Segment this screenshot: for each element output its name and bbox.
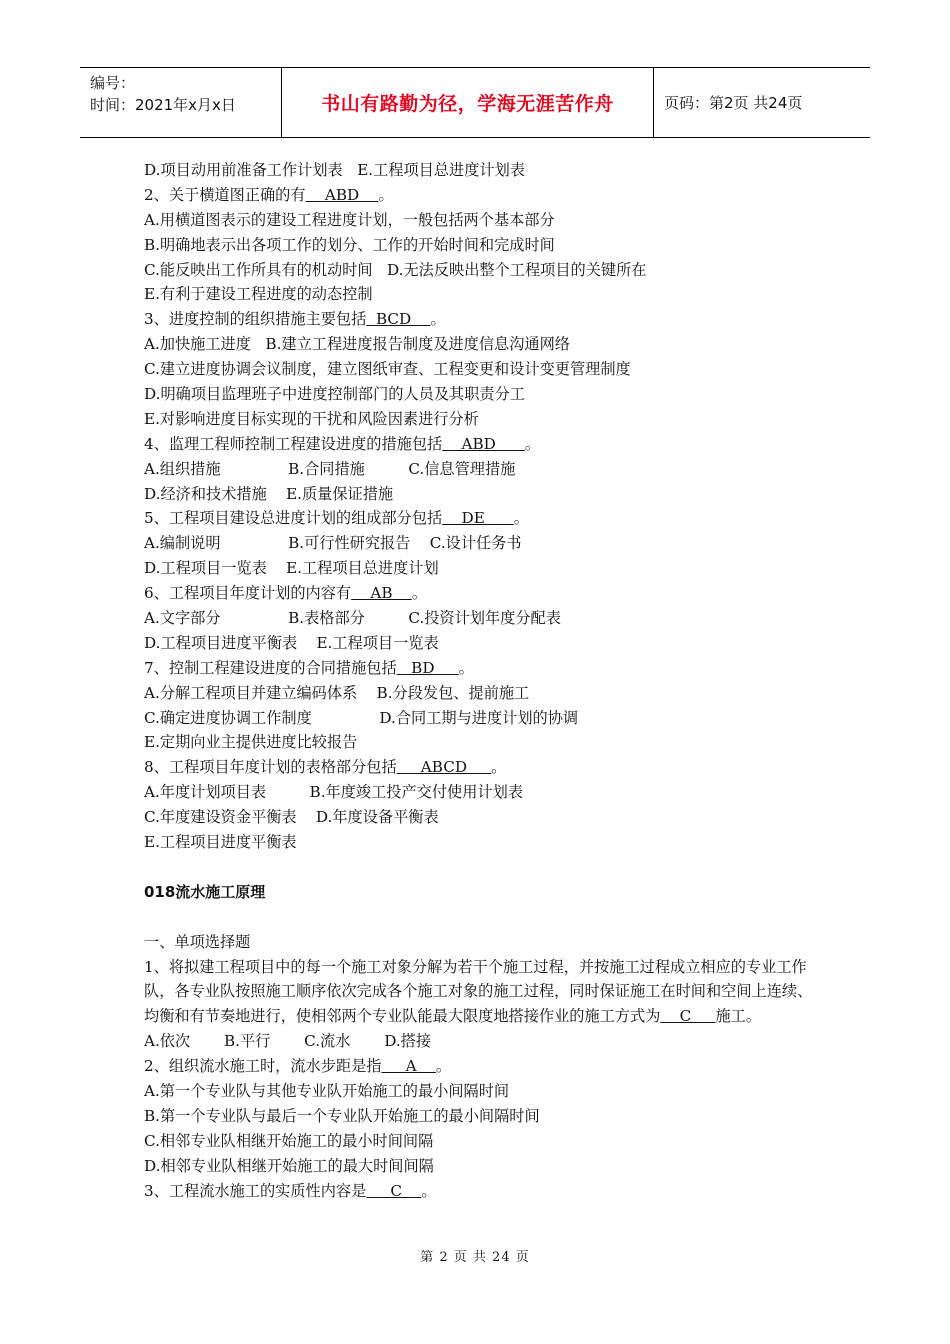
question-end: 。	[524, 434, 541, 453]
question-line	[144, 581, 824, 606]
question-line	[144, 755, 824, 780]
question-block-2	[144, 1029, 824, 1203]
question-end: 。	[421, 1181, 437, 1200]
answer-blank: DE	[442, 509, 514, 528]
page-header	[80, 67, 870, 138]
text-line: E.有利于建设工程进度的动态控制	[144, 285, 373, 304]
header-meta	[80, 68, 282, 137]
question-text-pre: 1、将拟建工程项目中的每一个施工对象分解为若干个施工过程，并按施工过程成立相应的专业工作队，各专业队按照施工顺序依次完成各个施工对象的施工过程，同时保证施工在时间和空间上连续、均衡和有节奏地进行，使相邻两个专业队能最大限度地搭接作业的施工方式为	[144, 957, 813, 1026]
time-label: 时间：2021年x月x日	[90, 96, 236, 114]
text-line: D.经济和技术措施 E.质量保证措施	[144, 484, 394, 503]
text-line: A.文字部分 B.表格部分 C.投资计划年度分配表	[144, 609, 561, 628]
question-text: 2、关于横道图正确的有	[144, 185, 306, 204]
question-text	[144, 955, 824, 1030]
text-line: C.年度建设资金平衡表 D.年度设备平衡表	[144, 808, 439, 827]
text-line: A.依次 B.平行 C.流水 D.搭接	[144, 1032, 432, 1051]
text-line: C.建立进度协调会议制度，建立图纸审查、工程变更和设计变更管理制度	[144, 360, 631, 379]
answer-blank: AB	[351, 584, 412, 603]
answer-blank: ABD	[305, 185, 379, 204]
page-footer: 第 2 页 共 24 页	[420, 1250, 530, 1265]
header-motto: 书山有路勤为径，学海无涯苦作舟	[282, 68, 654, 137]
question-text: 2、组织流水施工时，流水步距是指	[144, 1057, 382, 1076]
question-text: 6、工程项目年度计划的内容有	[144, 584, 352, 603]
section-subtitle: 一、单项选择题	[144, 932, 251, 951]
question-end: 。	[411, 584, 428, 603]
header-page-info: 页码：第2页 共24页	[664, 94, 803, 112]
text-line: C.能反映出工作所具有的机动时间 D.无法反映出整个工程项目的关键所在	[144, 260, 647, 279]
document-body	[144, 158, 824, 1203]
text-line: A.编制说明 B.可行性研究报告 C.设计任务书	[144, 534, 522, 553]
question-text: 8、工程项目年度计划的表格部分包括	[144, 758, 397, 777]
text-line: D.明确项目监理班子中进度控制部门的人员及其职责分工	[144, 385, 525, 404]
question-text: 3、进度控制的组织措施主要包括	[144, 310, 367, 329]
text-line: A.加快施工进度 B.建立工程进度报告制度及进度信息沟通网络	[144, 335, 570, 354]
text-line: D.工程项目进度平衡表 E.工程项目一览表	[144, 633, 439, 652]
question-end: 。	[513, 509, 529, 528]
number-label: 编号：	[90, 74, 136, 92]
question-text: 7、控制工程建设进度的合同措施包括	[144, 658, 397, 677]
text-line: A.第一个专业队与其他专业队开始施工的最小间隔时间	[144, 1082, 510, 1100]
question-line	[144, 1179, 824, 1204]
text-line: B.明确地表示出各项工作的划分、工作的开始时间和完成时间	[144, 235, 555, 254]
text-line: C.相邻专业队相继开始施工的最小时间间隔	[144, 1131, 434, 1150]
text-line: A.组织措施 B.合同措施 C.信息管理措施	[144, 459, 516, 478]
answer-blank: C	[660, 1007, 716, 1026]
text-line: A.分解工程项目并建立编码体系 B.分段发包、提前施工	[144, 683, 530, 702]
question-end: 。	[435, 1057, 452, 1076]
question-end: 。	[430, 310, 446, 329]
question-text: 4、监理工程师控制工程建设进度的措施包括	[144, 434, 443, 453]
text-line: E.对影响进度目标实现的干扰和风险因素进行分析	[144, 409, 479, 428]
text-line: E.定期向业主提供进度比较报告	[144, 733, 358, 752]
text-line: D.项目动用前准备工作计划表 E.工程项目总进度计划表	[144, 161, 525, 179]
question-line	[144, 1054, 824, 1079]
text-line: A.年度计划项目表 B.年度竣工投产交付使用计划表	[144, 783, 523, 802]
question-text: 3、工程流水施工的实质性内容是	[144, 1181, 367, 1200]
answer-blank: BCD	[366, 310, 431, 329]
question-line	[144, 656, 824, 681]
text-line: D.工程项目一览表 E.工程项目总进度计划	[144, 559, 439, 578]
question-text: 5、工程项目建设总进度计划的组成部分包括	[144, 509, 443, 528]
question-block-1	[144, 158, 824, 855]
text-line: A.用横道图表示的建设工程进度计划，一般包括两个基本部分	[144, 210, 555, 229]
section-title: 018流水施工原理	[144, 882, 266, 901]
text-line: B.第一个专业队与最后一个专业队开始施工的最小间隔时间	[144, 1106, 540, 1125]
answer-blank: ABD	[442, 434, 525, 453]
question-end: 。	[458, 658, 474, 677]
question-end: 。	[491, 758, 507, 777]
answer-blank: C	[366, 1181, 422, 1200]
answer-blank: A	[381, 1057, 436, 1076]
question-line	[144, 183, 824, 208]
answer-blank: ABCD	[396, 758, 492, 777]
question-end: 。	[378, 185, 394, 204]
text-line: D.相邻专业队相继开始施工的最大时间间隔	[144, 1156, 434, 1175]
question-line	[144, 307, 824, 332]
answer-blank: BD	[396, 658, 459, 677]
question-line	[144, 506, 824, 531]
text-line: E.工程项目进度平衡表	[144, 833, 297, 852]
question-line	[144, 432, 824, 457]
question-text-post: 施工。	[715, 1007, 762, 1026]
text-line: C.确定进度协调工作制度 D.合同工期与进度计划的协调	[144, 708, 579, 727]
